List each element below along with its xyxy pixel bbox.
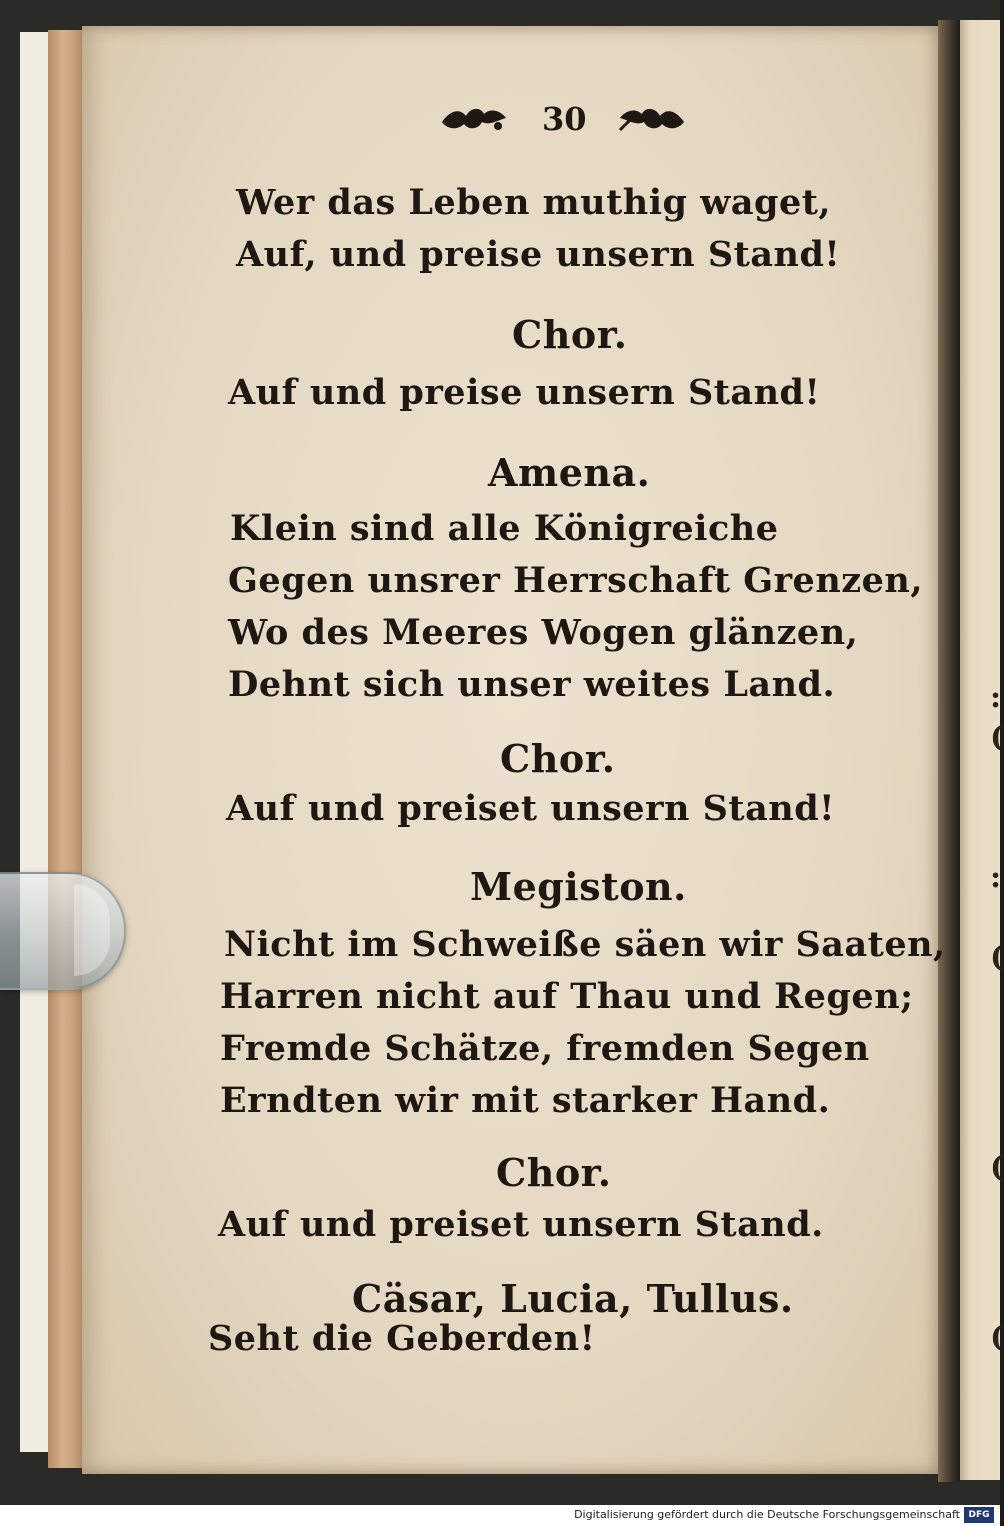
verse-line: Auf und preiset unsern Stand. bbox=[218, 1204, 824, 1245]
page-holder-clip bbox=[0, 872, 126, 990]
page-header bbox=[430, 96, 700, 146]
verse-line: Wo des Meeres Wogen glänzen, bbox=[228, 612, 859, 653]
speaker-heading: Amena. bbox=[488, 450, 651, 495]
footer-credit: Digitalisierung gefördert durch die Deutsche Forschungsgemeinschaft bbox=[574, 1508, 960, 1521]
verse-line: Auf und preise unsern Stand! bbox=[228, 372, 821, 413]
verse-line: Auf, und preise unsern Stand! bbox=[236, 234, 841, 275]
speaker-heading: Chor. bbox=[496, 1150, 612, 1195]
right-leaf-ornament-icon bbox=[616, 100, 686, 136]
verse-line: Auf und preiset unsern Stand! bbox=[226, 788, 836, 829]
gutter-shadow bbox=[938, 20, 960, 1482]
verse-line: Nicht im Schweiße säen wir Saaten, bbox=[224, 924, 946, 965]
page-number: 30 bbox=[542, 100, 587, 138]
verse-line: Klein sind alle Königreiche bbox=[230, 508, 779, 549]
verse-line: Seht die Geberden! bbox=[208, 1318, 596, 1359]
verse-line: Erndten wir mit starker Hand. bbox=[220, 1080, 831, 1121]
verse-line: Dehnt sich unser weites Land. bbox=[228, 664, 836, 705]
verse-line: Wer das Leben muthig waget, bbox=[236, 182, 832, 223]
footer-bar bbox=[0, 1505, 1000, 1526]
verse-line: Gegen unsrer Herrschaft Grenzen, bbox=[228, 560, 924, 601]
left-leaf-ornament-icon bbox=[440, 100, 510, 136]
verse-line: Fremde Schätze, fremden Segen bbox=[220, 1028, 870, 1069]
speaker-heading: Megiston. bbox=[470, 864, 687, 909]
book-cover-edge bbox=[48, 30, 84, 1468]
verse-line: Harren nicht auf Thau und Regen; bbox=[220, 976, 914, 1017]
dfg-logo: DFG bbox=[964, 1507, 994, 1523]
speaker-heading: Cäsar, Lucia, Tullus. bbox=[352, 1276, 794, 1321]
speaker-heading: Chor. bbox=[512, 312, 628, 357]
speaker-heading: Chor. bbox=[500, 736, 616, 781]
